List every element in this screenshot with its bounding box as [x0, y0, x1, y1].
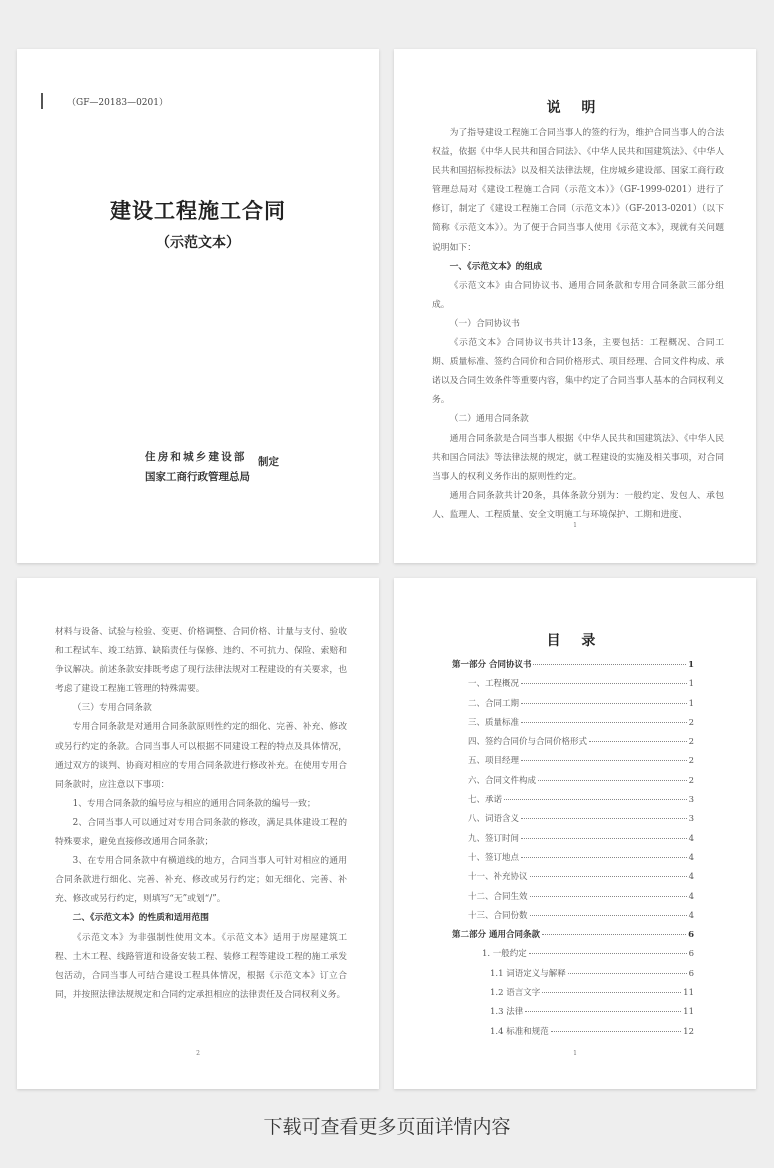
toc-leader-dots [530, 896, 687, 897]
toc-entry[interactable] [452, 677, 694, 696]
toc-entry[interactable] [452, 947, 694, 966]
toc-entry[interactable] [452, 754, 694, 773]
toc-entry-page: 6 [688, 949, 694, 960]
section-heading: 一、《示范文本》的组成 [449, 261, 542, 272]
paragraph: 3、在专用合同条款中有横道线的地方，合同当事人可针对相应的通用合同条款进行细化、完善、补充、修改或另行约定；如无细化、完善、补充、修改或另行约定，则填写“无”或划“/”。 [55, 856, 347, 905]
toc-page [394, 578, 756, 1089]
toc-entry[interactable] [452, 890, 694, 909]
toc-entry-title: 三、质量标准 [468, 717, 520, 728]
toc-leader-dots [525, 1011, 681, 1012]
cursor-bar [41, 93, 43, 109]
toc-leader-dots [504, 799, 687, 800]
continuation-page [17, 578, 379, 1089]
toc-leader-dots [529, 953, 687, 954]
toc-entry-title: 第一部分 合同协议书 [452, 660, 532, 670]
toc-leader-dots [530, 915, 687, 916]
continuation-body [55, 623, 347, 1005]
toc-entry-page: 2 [688, 737, 694, 748]
toc-entry-page: 11 [683, 1007, 694, 1018]
toc-entry-page: 4 [688, 872, 694, 883]
issuers [145, 447, 250, 487]
toc-leader-dots [551, 1031, 681, 1032]
paragraph: 通用合同条款是合同当事人根据《中华人民共和国建筑法》、《中华人民共和国合同法》等法律法规的规定，就工程建设的实施及相关事项，对合同当事人的权利义务作出的原则性约定。 [432, 433, 724, 482]
toc-entry-page: 12 [683, 1026, 694, 1037]
toc-entry[interactable] [452, 735, 694, 754]
cover-page [17, 49, 379, 563]
toc-entry-page: 1 [688, 698, 694, 709]
toc-entry-title: 1.1 词语定义与解释 [490, 968, 566, 979]
toc-leader-dots [521, 722, 687, 723]
toc-entry-page: 4 [688, 891, 694, 902]
toc-entry-page: 6 [688, 930, 694, 941]
toc-entry-title: 十一、补充协议 [468, 872, 528, 883]
toc-leader-dots [538, 780, 687, 781]
toc-leader-dots [521, 838, 687, 839]
paragraph: 1、专用合同条款的编号应与相应的通用合同条款的编号一致； [72, 798, 316, 809]
toc-entry-page: 11 [683, 988, 694, 999]
toc-title: 目 录 [546, 633, 604, 649]
paragraph: 为了指导建设工程施工合同当事人的签约行为，维护合同当事人的合法权益，依据《中华人民共和国合同法》、《中华人民共和国建筑法》、《中华人民共和国招标投标法》以及相关法律法规，住房城乡建设部、国家工商行政管理总局对《建设工程施工合同（示范文本）》（GF-1999-0201）进行了修订，制定了《建设工程施工合同（示范文本）》（GF-2013-0201）（以下简称《示范文本》）。为了便于合同当事人使用《示范文本》，现就有关问题说明如下： [432, 128, 724, 253]
page-title: 说 明 [546, 100, 604, 116]
toc-entry[interactable] [452, 716, 694, 735]
toc-entry-title: 九、签订时间 [468, 833, 520, 844]
toc-entry-title: 1.3 法律 [490, 1007, 524, 1018]
cover-title: 建设工程施工合同 [110, 198, 286, 223]
explanation-body [432, 124, 724, 525]
toc-entry[interactable] [452, 909, 694, 928]
toc-entry-page: 1 [688, 679, 694, 690]
toc-entry-title: 1.2 语言文字 [490, 988, 541, 999]
download-hint[interactable]: 下载可查看更多页面详情内容 [263, 1116, 511, 1138]
toc-leader-dots [568, 973, 687, 974]
toc-entry-title: 四、签约合同价与合同价格形式 [468, 737, 588, 748]
toc-entry[interactable] [452, 774, 694, 793]
toc-entry[interactable] [452, 832, 694, 851]
toc-entry[interactable] [452, 1025, 694, 1044]
explanation-page [394, 49, 756, 563]
toc-entry-page: 4 [688, 833, 694, 844]
toc-entry-page: 2 [688, 775, 694, 786]
toc-leader-dots [521, 703, 687, 704]
paragraph: （二）通用合同条款 [449, 414, 529, 425]
paragraph: （三）专用合同条款 [72, 703, 152, 714]
toc-leader-dots [533, 664, 686, 665]
toc-entry[interactable] [452, 697, 694, 716]
toc-entry-title: 十二、合同生效 [468, 891, 528, 902]
toc-leader-dots [521, 760, 687, 761]
paragraph: （一）合同协议书 [449, 318, 520, 329]
toc-entry-title: 八、词语含义 [468, 814, 520, 825]
toc-entry-page: 3 [688, 795, 694, 806]
toc-leader-dots [521, 683, 687, 684]
toc-entry-title: 二、合同工期 [468, 698, 520, 709]
toc-entry-title: 一、工程概况 [468, 679, 520, 690]
toc-entry-page: 1 [688, 660, 694, 670]
toc-leader-dots [530, 876, 687, 877]
document-code: （GF—20183—0201） [67, 98, 168, 108]
toc-entry[interactable] [452, 851, 694, 870]
issuer-ministry: 住房和城乡建设部 [145, 451, 247, 463]
issuer-administration: 国家工商行政管理总局 [145, 471, 250, 483]
toc-entry-page: 4 [688, 852, 694, 863]
cover-subtitle: （示范文本） [156, 235, 240, 251]
issued-label: 制定 [258, 456, 279, 468]
toc-entry-title: 六、合同文件构成 [468, 775, 537, 786]
toc-entry-title: 十、签订地点 [468, 852, 520, 863]
toc-leader-dots [589, 741, 687, 742]
paragraph: 专用合同条款是对通用合同条款原则性约定的细化、完善、补充、修改或另行约定的条款。合同当事人可以根据不同建设工程的特点及具体情况，通过双方的谈判、协商对相应的专用合同条款进行修改补充。在使用专用合同条款时，应注意以下事项： [55, 722, 347, 790]
toc-leader-dots [521, 818, 687, 819]
toc-entry-title: 第二部分 通用合同条款 [452, 930, 540, 941]
toc-entry-title: 七、承诺 [468, 795, 503, 806]
toc-entry-page: 2 [688, 717, 694, 728]
toc-entry[interactable] [452, 793, 694, 812]
paragraph: 《示范文本》合同协议书共计13条，主要包括：工程概况、合同工期、质量标准、签约合同价和合同价格形式、项目经理、合同文件构成、承诺以及合同生效条件等重要内容，集中约定了合同当事人基本的合同权利义务。 [432, 338, 724, 406]
paragraph: 通用合同条款共计20条，具体条款分别为：一般约定、发包人、承包人、监理人、工程质量、安全文明施工与环境保护、工期和进度、 [432, 490, 724, 520]
toc-entry-page: 3 [688, 814, 694, 825]
paragraph: 《示范文本》为非强制性使用文本。《示范文本》适用于房屋建筑工程、土木工程、线路管道和设备安装工程、装修工程等建设工程的施工承发包活动，合同当事人可结合建设工程具体情况，根据《示范文本》订立合同，并按照法律法规规定和合同约定承担相应的法律责任及合同权利义务。 [55, 932, 347, 1000]
toc-entry-page: 2 [688, 756, 694, 767]
toc-entry-title: 1.4 标准和规范 [490, 1026, 549, 1037]
toc-entry[interactable] [452, 928, 694, 947]
toc-entry[interactable] [452, 812, 694, 831]
page-number: 2 [196, 1050, 200, 1057]
toc-entry[interactable] [452, 1005, 694, 1024]
page-number: 1 [573, 522, 577, 529]
toc-entry-page: 4 [688, 910, 694, 921]
paragraph: 2、合同当事人可以通过对专用合同条款的修改，满足具体建设工程的特殊要求，避免直接修改通用合同条款； [55, 817, 347, 848]
toc-entry-title: 1. 一般约定 [482, 949, 527, 960]
paragraph: 《示范文本》由合同协议书、通用合同条款和专用合同条款三部分组成。 [432, 280, 724, 310]
toc-leader-dots [542, 934, 686, 935]
toc-entry-title: 十三、合同份数 [468, 910, 528, 921]
toc-entry[interactable] [452, 870, 694, 889]
toc-entry[interactable] [452, 658, 694, 677]
page-number: 1 [573, 1050, 577, 1057]
toc-leader-dots [542, 992, 681, 993]
paragraph: 材料与设备、试验与检验、变更、价格调整、合同价格、计量与支付、验收和工程试车、竣工结算、缺陷责任与保修、违约、不可抗力、保险、索赔和争议解决。前述条款安排既考虑了现行法律法规对工程建设的有关要求，也考虑了建设工程施工管理的特殊需要。 [55, 627, 347, 695]
toc-entry[interactable] [452, 986, 694, 1005]
toc-entry-page: 6 [688, 968, 694, 979]
toc-entry-title: 五、项目经理 [468, 756, 520, 767]
toc-leader-dots [521, 857, 687, 858]
section-heading: 二、《示范文本》的性质和适用范围 [72, 913, 209, 924]
table-of-contents [452, 658, 694, 1044]
toc-entry[interactable] [452, 967, 694, 986]
